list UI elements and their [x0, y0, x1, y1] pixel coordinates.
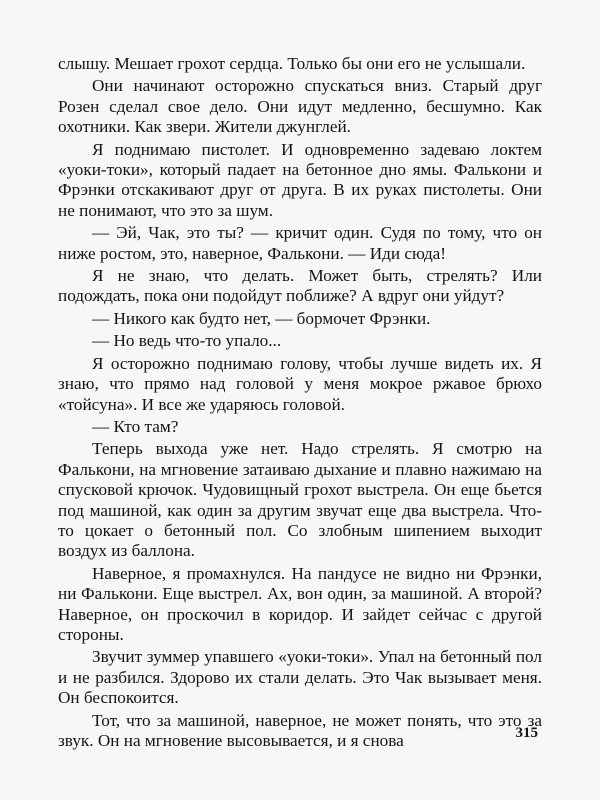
page-text: [58, 54, 542, 753]
paragraph: Звучит зуммер упавшего «уоки-токи». Упал на бетонный пол и не разбился. Здорово их стали делать. Это Чак вызывает меня. Он беспокоится.: [58, 647, 542, 708]
paragraph: Я не знаю, что делать. Может быть, стрелять? Или подождать, пока они подойдут поближе? А вдруг они уйдут?: [58, 266, 542, 306]
paragraph: — Кто там?: [92, 416, 179, 436]
paragraph: Я поднимаю пистолет. И одновременно задеваю локтем «уоки-токи», который падает на бетонное дно ямы. Фалькони и Фрэнки отскакивают друг от друга. В их руках пистолеты. Они не понимают, что это за шум.: [58, 139, 542, 220]
paragraph: слышу. Мешает грохот сердца. Только бы они его не услышали.: [58, 54, 526, 73]
page-number: 315: [515, 725, 538, 741]
paragraph: Теперь выхода уже нет. Надо стрелять. Я смотрю на Фалькони, на мгновение затаиваю дыхание и плавно нажимаю на спусковой крючок. Чудовищный грохот выстрела. Он еще бьется под машиной, как один за другим звучат еще два выстрела. Что-то цокает о бетонный пол. Со злобным шипением выходит воздух из баллона.: [58, 439, 542, 561]
paragraph: Наверное, я промахнулся. На пандусе не видно ни Фрэнки, ни Фалькони. Еще выстрел. Ах, вон один, за машиной. А второй? Наверное, он проскочил в коридор. И зайдет сейчас с другой стороны.: [58, 563, 542, 644]
paragraph: Тот, что за машиной, наверное, не может понять, что это за звук. Он на мгновение высовывается, и я снова: [58, 710, 542, 750]
paragraph: — Эй, Чак, это ты? — кричит один. Судя по тому, что он ниже ростом, это, наверное, Фалькони. — Иди сюда!: [58, 223, 542, 263]
paragraph: — Никого как будто нет, — бормочет Фрэнки.: [92, 308, 431, 328]
paragraph: Я осторожно поднимаю голову, чтобы лучше видеть их. Я знаю, что прямо над головой у меня мокрое ржавое брюхо «тойсуна». И все же ударяюсь головой.: [58, 353, 542, 414]
paragraph: Они начинают осторожно спускаться вниз. Старый друг Розен сделал свое дело. Они идут медленно, бесшумно. Как охотники. Как звери. Жители джунглей.: [58, 76, 542, 137]
paragraph: — Но ведь что-то упало...: [92, 331, 282, 351]
